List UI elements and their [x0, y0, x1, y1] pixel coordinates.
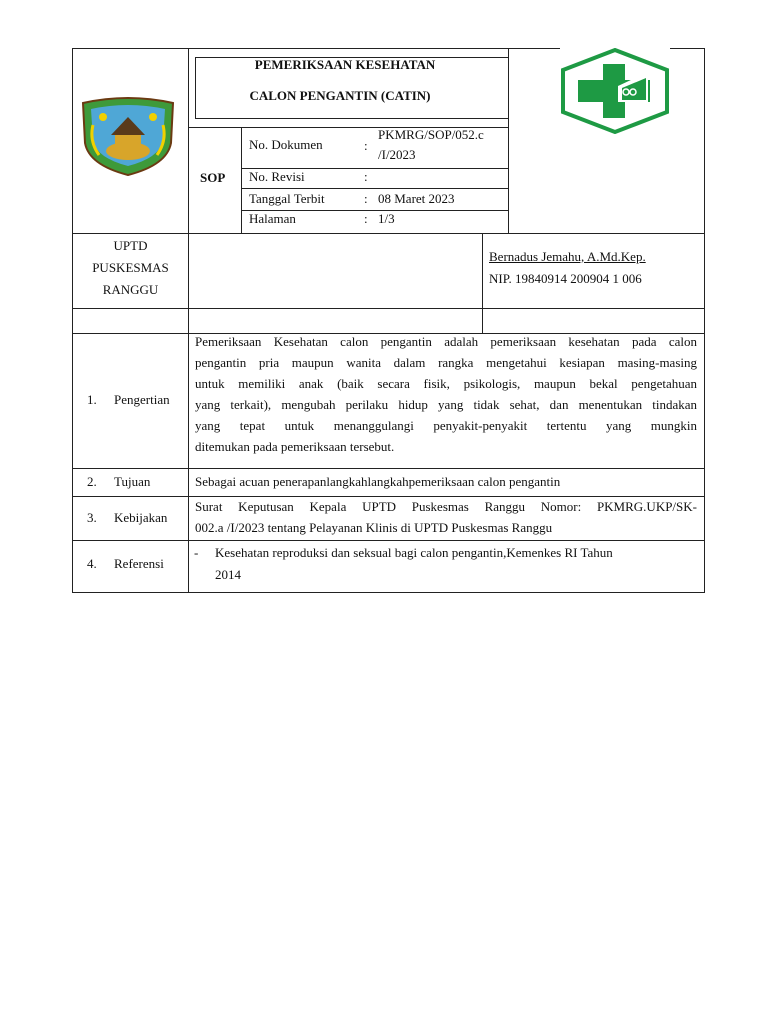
section-label-pengertian: Pengertian: [114, 392, 170, 407]
document-title-line2: CALON PENGANTIN (CATIN): [249, 88, 431, 103]
signatory-name: Bernadus Jemahu, A.Md.Kep.: [489, 249, 646, 264]
section-label-kebijakan: Kebijakan: [114, 510, 168, 525]
field-colon: :: [364, 211, 368, 226]
text-line: yang tepat untuk menanggulangi penyakit-penyakit tertentu yang mungkin: [195, 418, 697, 433]
institution-line1: UPTD: [113, 238, 148, 253]
text-line: ditemukan pada pemeriksaan tersebut.: [195, 439, 395, 454]
text-line: Pemeriksaan Kesehatan calon pengantin adalah pemeriksaan kesehatan pada calon: [195, 334, 697, 349]
document-title-line1: PEMERIKSAAN KESEHATAN: [254, 57, 436, 72]
institution-line2: PUSKESMAS: [92, 260, 169, 275]
text-line: yang terkait), mengubah perilaku hidup yang tidak sehat, dan menentukan tindakan: [195, 397, 697, 412]
section-text-referensi-line1: Kesehatan reproduksi dan seksual bagi calon pengantin,Kemenkes RI Tahun: [215, 545, 613, 560]
section-text-pengertian: [195, 331, 697, 457]
puskesmas-cross-logo-icon: [560, 48, 670, 134]
section-text-referensi-line2: 2014: [215, 567, 241, 582]
text-line: untuk memiliki anak (baik secara fisik, psikologis, maupun bekal pengetahuan: [195, 376, 697, 391]
section-number: 3.: [87, 510, 97, 525]
section-text-tujuan: Sebagai acuan penerapanlangkahlangkahpemeriksaan calon pengantin: [195, 474, 561, 489]
field-colon: :: [364, 138, 368, 153]
signatory-nip: NIP. 19840914 200904 1 006: [489, 271, 642, 286]
section-number: 4.: [87, 556, 97, 571]
section-label-referensi: Referensi: [114, 556, 164, 571]
field-value-halaman: 1/3: [378, 211, 395, 226]
regency-emblem-icon: [79, 95, 177, 177]
section-number: 1.: [87, 392, 97, 407]
field-label-no-dokumen: No. Dokumen: [249, 137, 323, 152]
field-value-no-dokumen-line1: PKMRG/SOP/052.c: [378, 127, 484, 142]
field-value-tanggal-terbit: 08 Maret 2023: [378, 191, 455, 206]
section-label-tujuan: Tujuan: [114, 474, 151, 489]
field-colon: :: [364, 191, 368, 206]
text-line: Surat Keputusan Kepala UPTD Puskesmas Ranggu Nomor: PKMRG.UKP/SK-: [195, 499, 697, 514]
field-label-tanggal-terbit: Tanggal Terbit: [249, 191, 325, 206]
section-number: 2.: [87, 474, 97, 489]
field-label-no-revisi: No. Revisi: [249, 169, 305, 184]
list-bullet: -: [194, 545, 199, 560]
institution-line3: RANGGU: [102, 282, 159, 297]
sop-label: SOP: [200, 170, 226, 185]
field-label-halaman: Halaman: [249, 211, 296, 226]
field-value-no-dokumen-line2: /I/2023: [378, 147, 416, 162]
section-text-kebijakan: [195, 496, 697, 538]
field-colon: :: [364, 169, 368, 184]
text-line: pengantin pria maupun wanita dalam rangka mengetahui kesiapan masing-masing: [195, 355, 697, 370]
text-line: 002.a /I/2023 tentang Pelayanan Klinis di UPTD Puskesmas Ranggu: [195, 520, 553, 535]
